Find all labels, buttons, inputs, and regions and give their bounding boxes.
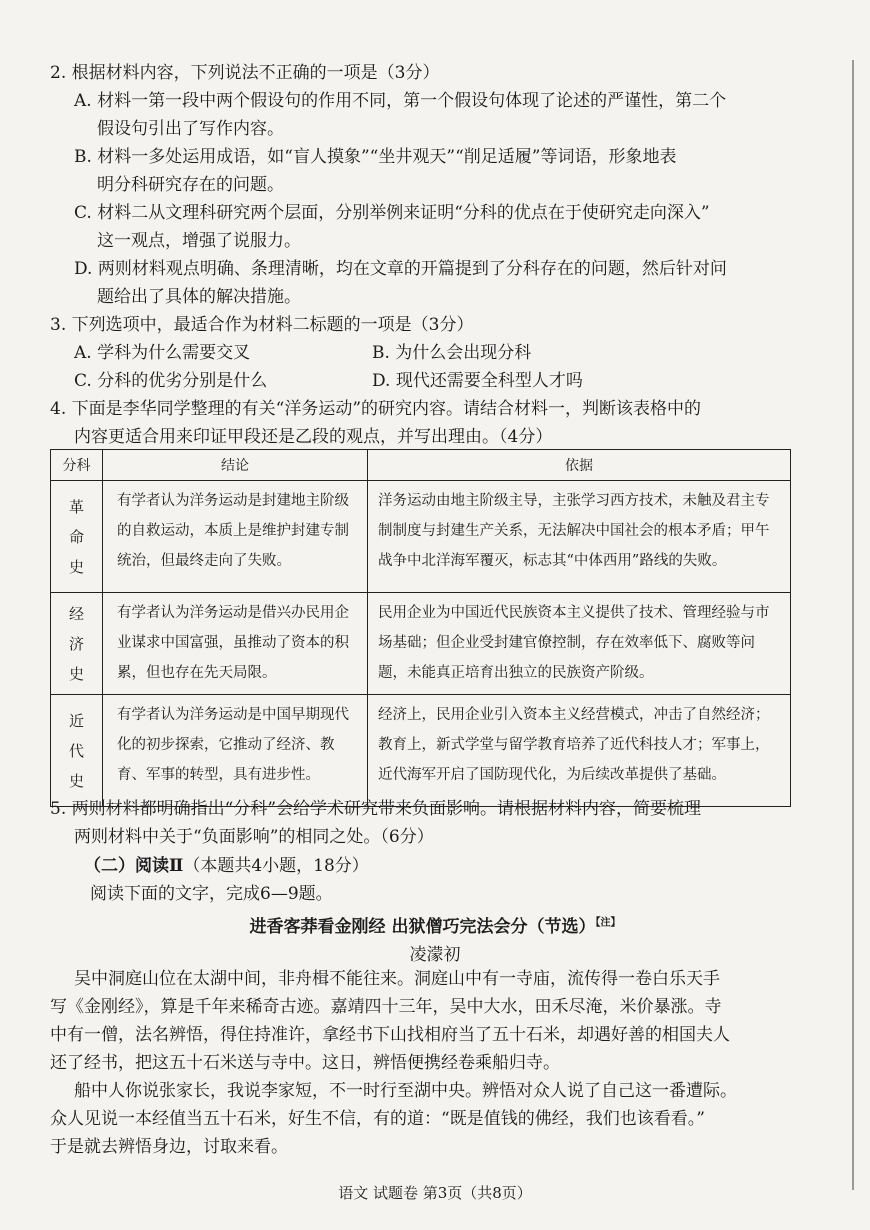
q3-stem: 3. 下列选项中，最适合作为材料二标题的一项是（3分） xyxy=(50,315,474,335)
q2-option-b: B. 材料一多处运用成语，如“盲人摸象”“坐井观天”“削足适履”等词语，形象地表 xyxy=(74,147,677,167)
q2-option-c: C. 材料二从文理科研究两个层面，分别举例来证明“分科的优点在于使研究走向深入” xyxy=(74,203,710,223)
table-row xyxy=(51,695,791,807)
q3-option-b: B. 为什么会出现分科 xyxy=(372,343,532,363)
table-row xyxy=(51,593,791,695)
subject-char: 史 xyxy=(68,557,84,576)
subject-char: 史 xyxy=(68,771,84,790)
page-edge-line xyxy=(852,60,854,1190)
q4-stem: 4. 下面是李华同学整理的有关“洋务运动”的研究内容。请结合材料一，判断该表格中的 xyxy=(50,399,702,419)
subject-char: 代 xyxy=(68,741,84,760)
table-cell-conclusion: 有学者认为洋务运动是封建地主阶级的自救运动，本质上是维护封建专制统治，但最终走向了失败。 xyxy=(103,481,368,593)
subject-char: 革 xyxy=(68,497,84,516)
section-instruction: 阅读下面的文字，完成6—9题。 xyxy=(90,884,333,904)
table-header-basis: 依据 xyxy=(368,450,791,481)
table-cell-subject xyxy=(51,593,103,695)
table-cell-basis: 民用企业为中国近代民族资本主义提供了技术、管理经验与市场基础；但企业受封建官僚控制，存在效率低下、腐败等问题，未能真正培育出独立的民族资产阶级。 xyxy=(368,593,791,695)
table-header-subject: 分科 xyxy=(51,450,103,481)
table-cell-basis: 洋务运动由地主阶级主导，主张学习西方技术，未触及君主专制制度与封建生产关系，无法解决中国社会的根本矛盾；甲午战争中北洋海军覆灭，标志其“中体西用”路线的失败。 xyxy=(368,481,791,593)
article-paragraph-line: 写《金刚经》，算是千年来稀奇古迹。嘉靖四十三年，吴中大水，田禾尽淹，米价暴涨。寺 xyxy=(50,997,722,1017)
article-title-text: 进香客莽看金刚经 出狱僧巧完法会分（节选） xyxy=(249,917,596,937)
page-footer: 语文 试题卷 第3页（共8页） xyxy=(338,1184,532,1202)
table-cell-subject xyxy=(51,695,103,807)
article-title xyxy=(0,912,870,937)
article-paragraph-line: 于是就去辨悟身边，讨取来看。 xyxy=(50,1137,288,1157)
article-paragraph-line: 中有一僧，法名辨悟，得住持准许，拿经书下山找相府当了五十石米，却遇好善的相国夫人 xyxy=(50,1025,730,1045)
q5-stem: 5. 两则材料都明确指出“分科”会给学术研究带来负面影响。请根据材料内容，简要梳理 xyxy=(50,799,702,819)
table-cell-conclusion: 有学者认为洋务运动是借兴办民用企业谋求中国富强，虽推动了资本的积累，但也存在先天局限。 xyxy=(103,593,368,695)
q2-option-d: D. 两则材料观点明确、条理清晰，均在文章的开篇提到了分科存在的问题，然后针对问 xyxy=(74,259,727,279)
table-cell-basis: 经济上，民用企业引入资本主义经营模式，冲击了自然经济；教育上，新式学堂与留学教育培养了近代科技人才；军事上，近代海军开启了国防现代化，为后续改革提供了基础。 xyxy=(368,695,791,807)
q2-option-b-cont: 明分科研究存在的问题。 xyxy=(97,175,284,195)
q2-option-d-cont: 题给出了具体的解决措施。 xyxy=(97,287,301,307)
q4-stem-cont: 内容更适合用来印证甲段还是乙段的观点，并写出理由。（4分） xyxy=(74,427,553,447)
subject-char: 命 xyxy=(68,527,84,546)
subject-char: 经 xyxy=(68,604,84,623)
section-heading-label: （二）阅读Ⅱ xyxy=(84,856,184,876)
article-note-mark: 【注】 xyxy=(595,917,621,929)
research-table xyxy=(50,449,791,807)
subject-char: 史 xyxy=(68,664,84,683)
article-paragraph-line: 船中人你说张家长，我说李家短，不一时行至湖中央。辨悟对众人说了自己这一番遭际。 xyxy=(74,1081,737,1101)
q2-stem: 2. 根据材料内容，下列说法不正确的一项是（3分） xyxy=(50,63,440,83)
q2-option-c-cont: 这一观点，增强了说服力。 xyxy=(97,231,301,251)
article-paragraph-line: 吴中洞庭山位在太湖中间，非舟楫不能往来。洞庭山中有一寺庙，流传得一卷白乐天手 xyxy=(74,969,720,989)
q3-option-a: A. 学科为什么需要交叉 xyxy=(74,343,251,363)
subject-char: 近 xyxy=(68,711,84,730)
q2-option-a: A. 材料一第一段中两个假设句的作用不同，第一个假设句体现了论述的严谨性，第二个 xyxy=(74,91,727,111)
section-heading-detail: （本题共4小题，18分） xyxy=(183,856,369,876)
q2-option-a-cont: 假设句引出了写作内容。 xyxy=(97,119,284,139)
article-paragraph-line: 还了经书，把这五十石米送与寺中。这日，辨悟便携经卷乘船归寺。 xyxy=(50,1053,560,1073)
table-header-conclusion: 结论 xyxy=(103,450,368,481)
table-cell-conclusion: 有学者认为洋务运动是中国早期现代化的初步探索，它推动了经济、教育、军事的转型，具有进步性。 xyxy=(103,695,368,807)
section-heading xyxy=(84,855,369,877)
table-cell-subject xyxy=(51,481,103,593)
table-header-row xyxy=(51,450,791,481)
q5-stem-cont: 两则材料中关于“负面影响”的相同之处。（6分） xyxy=(74,827,434,847)
q3-option-d: D. 现代还需要全科型人才吗 xyxy=(372,371,583,391)
subject-char: 济 xyxy=(68,634,84,653)
q3-option-c: C. 分科的优劣分别是什么 xyxy=(74,371,268,391)
table-row xyxy=(51,481,791,593)
article-author: 凌濛初 xyxy=(409,945,461,965)
article-paragraph-line: 众人见说一本经值当五十石米，好生不信，有的道：“既是值钱的佛经，我们也该看看。” xyxy=(50,1109,705,1129)
